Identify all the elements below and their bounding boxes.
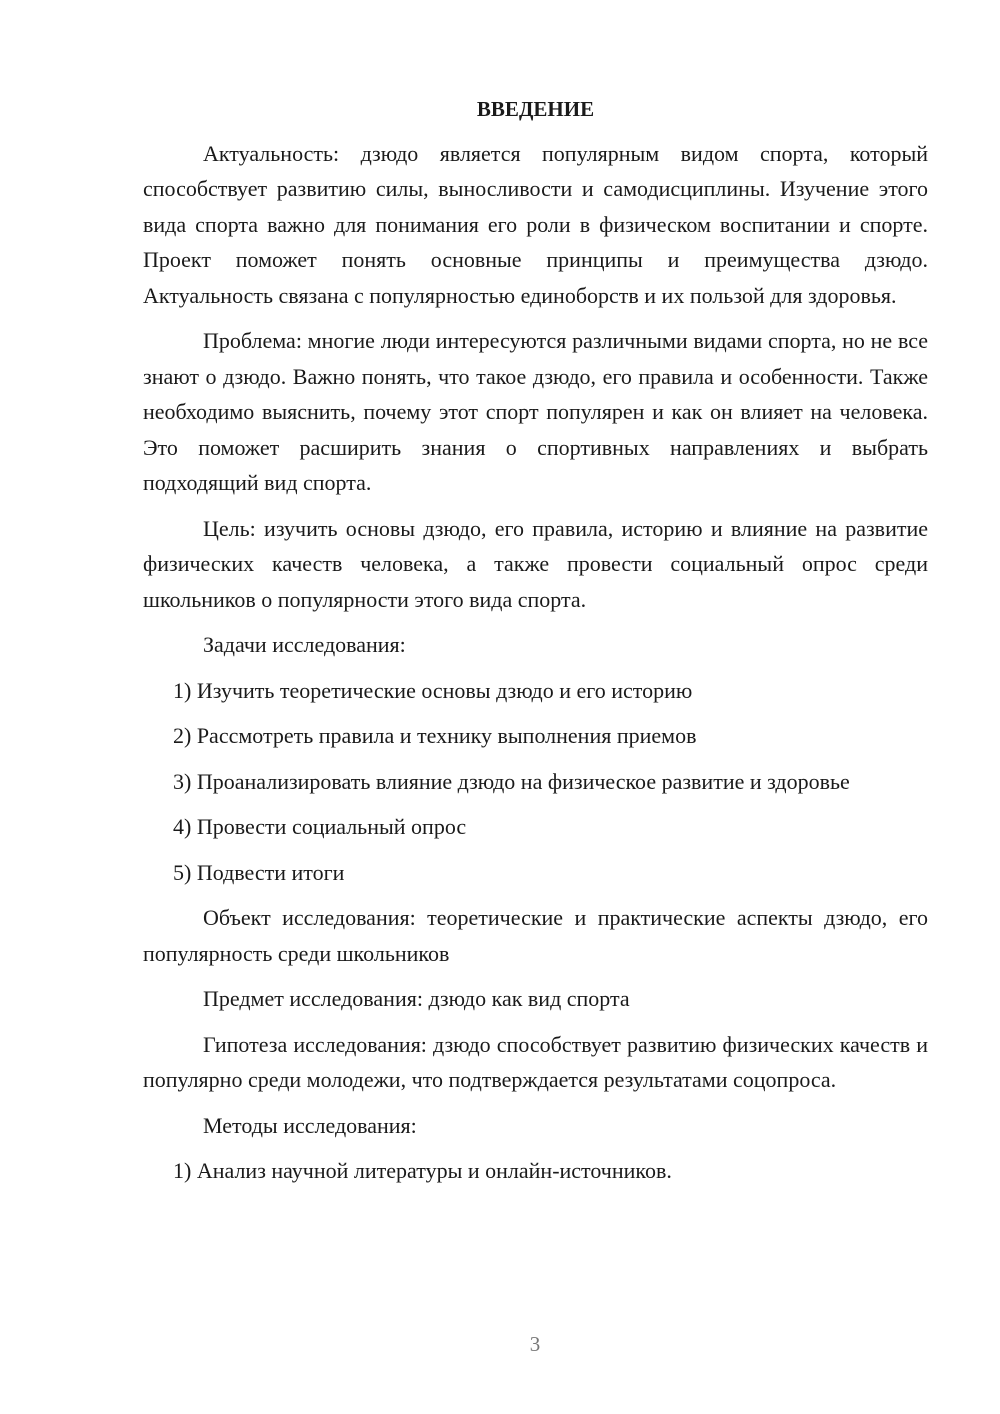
method-item-1: 1) Анализ научной литературы и онлайн-источников. xyxy=(173,1158,672,1183)
subject-paragraph: Предмет исследования: дзюдо как вид спорта xyxy=(203,986,630,1011)
document-page xyxy=(143,92,928,1199)
tasks-label: Задачи исследования: xyxy=(203,632,406,657)
problem-paragraph: Проблема: многие люди интересуются различными видами спорта, но не все знают о дзюдо. Важно понять, что такое дзюдо, его правила и особенности. Также необходимо выяснить, почему этот спорт популярен и как он влияет на человека. Это поможет расширить знания о спортивных направлениях и выбрать подходящий вид спорта. xyxy=(143,328,928,495)
goal-paragraph: Цель: изучить основы дзюдо, его правила, историю и влияние на развитие физических качеств человека, а также провести социальный опрос среди школьников о популярности этого вида спорта. xyxy=(143,515,928,612)
object-paragraph: Объект исследования: теоретические и практические аспекты дзюдо, его популярность среди школьников xyxy=(143,905,928,966)
page-number: 3 xyxy=(529,1332,541,1356)
task-item-2: 2) Рассмотреть правила и технику выполнения приемов xyxy=(173,723,697,748)
task-item-4: 4) Провести социальный опрос xyxy=(173,814,467,839)
relevance-paragraph: Актуальность: дзюдо является популярным видом спорта, который способствует развитию силы, выносливости и самодисциплины. Изучение этого вида спорта важно для понимания его роли в физическом воспитании и спорте. Проект поможет понять основные принципы и преимущества дзюдо. Актуальность связана с популярностью единоборств и их пользой для здоровья. xyxy=(143,140,928,308)
task-item-3: 3) Проанализировать влияние дзюдо на физическое развитие и здоровье xyxy=(173,768,850,794)
hypothesis-paragraph: Гипотеза исследования: дзюдо способствует развитию физических качеств и популярно среди молодежи, что подтверждается результатами соцопроса. xyxy=(143,1031,928,1092)
task-item-1: 1) Изучить теоретические основы дзюдо и его историю xyxy=(173,677,693,703)
section-title: ВВЕДЕНИЕ xyxy=(476,97,595,121)
methods-label: Методы исследования: xyxy=(203,1112,417,1138)
task-item-5: 5) Подвести итоги xyxy=(173,859,345,885)
